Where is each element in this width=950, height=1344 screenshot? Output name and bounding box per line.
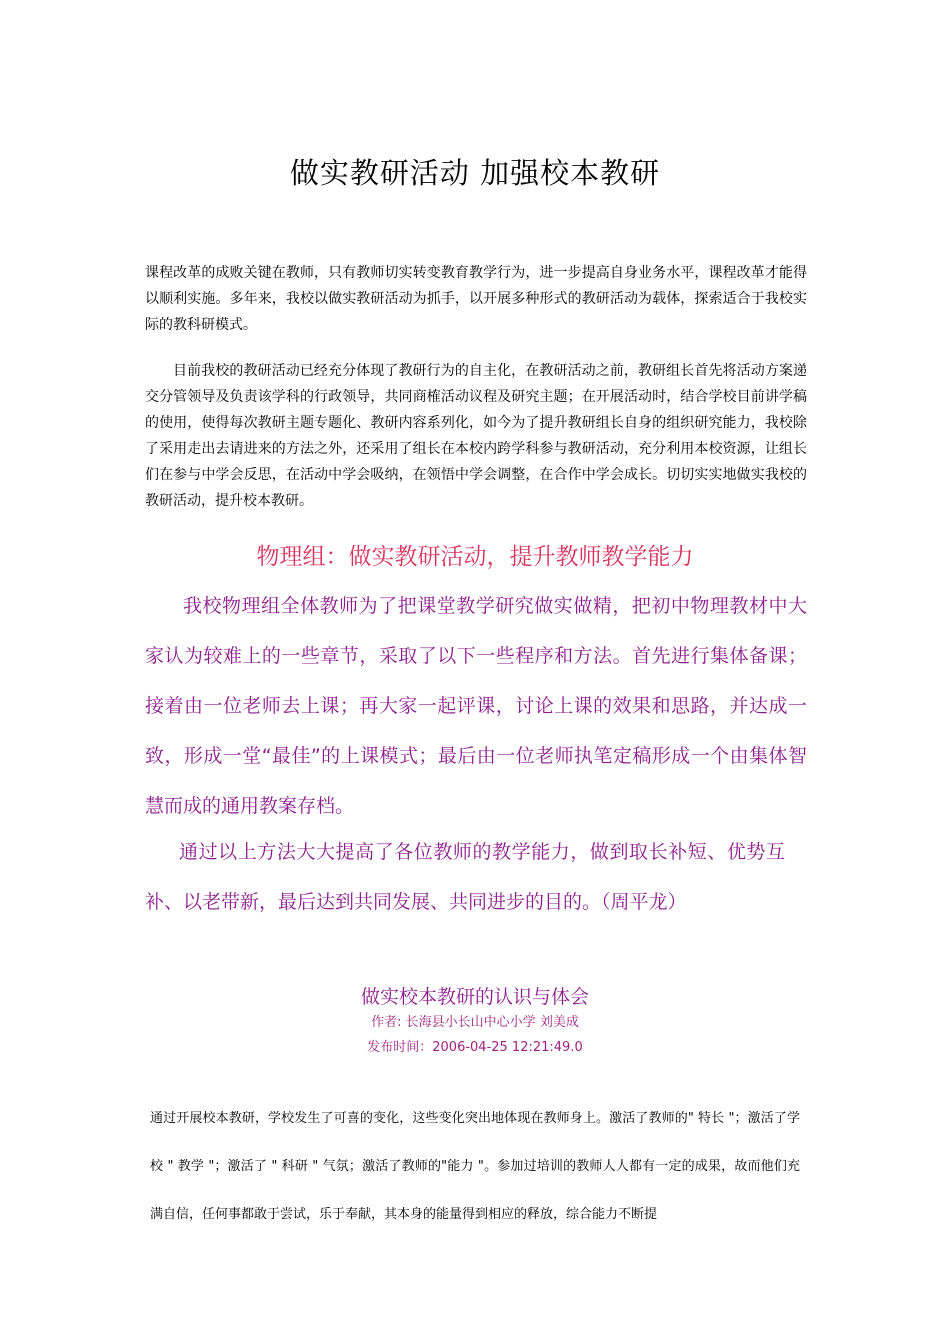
article2-paragraph-1: 通过开展校本教研，学校发生了可喜的变化，这些变化突出地体现在教师身上。激活了教师的" 特长 "；激活了学校 " 教学 "；激活了 " 科研 " 气氛；激活了教师的"能力 "。参加过培训的教师人人都有一定的成果，故而他们充满自信，任何事都敢于尝试，乐于奉献，其本身的能量得到相应的释放，综合能力不断提 [150, 1111, 800, 1222]
article2-author: 作者: 长海县小长山中心小学 刘美成 [371, 1015, 579, 1030]
intro-paragraph-2: 目前我校的教研活动已经充分体现了教研行为的自主化，在教研活动之前，教研组长首先将活动方案递交分管领导及负责该学科的行政领导，共同商榷活动议程及研究主题；在开展活动时，结合学校目前讲学稿的使用，使得每次教研主题专题化、教研内容系列化，如今为了提升教研组长自身的组织研究能力，我校除了采用走出去请进来的方法之外，还采用了组长在本校内跨学科参与教研活动，充分利用本校资源，让组长们在参与中学会反思，在活动中学会吸纳，在领悟中学会调整，在合作中学会成长。切切实实地做实我校的教研活动，提升校本教研。 [145, 363, 807, 509]
article2-publish-time: 发布时间：2006-04-25 12:21:49.0 [367, 1040, 583, 1055]
page-title: 做实教研活动 加强校本教研 [289, 156, 661, 190]
physics-section-heading: 物理组：做实教研活动，提升教师教学能力 [256, 544, 694, 570]
physics-paragraph-2: 通过以上方法大大提高了各位教师的教学能力，做到取长补短、优势互补、以老带新，最后达到共同发展、共同进步的目的。（周平龙） [145, 841, 785, 913]
article2-heading: 做实校本教研的认识与体会 [360, 986, 589, 1008]
physics-paragraph-1: 我校物理组全体教师为了把课堂教学研究做实做精，把初中物理教材中大家认为较难上的一些章节，采取了以下一些程序和方法。首先进行集体备课；接着由一位老师去上课；再大家一起评课，讨论上课的效果和思路，并达成一致，形成一堂“最佳”的上课模式；最后由一位老师执笔定稿形成一个由集体智慧而成的通用教案存档。 [145, 595, 807, 817]
intro-paragraph-1: 课程改革的成败关键在教师，只有教师切实转变教育教学行为，进一步提高自身业务水平，课程改革才能得以顺利实施。多年来，我校以做实教研活动为抓手，以开展多种形式的教研活动为载体，探索适合于我校实际的教科研模式。 [145, 265, 807, 333]
